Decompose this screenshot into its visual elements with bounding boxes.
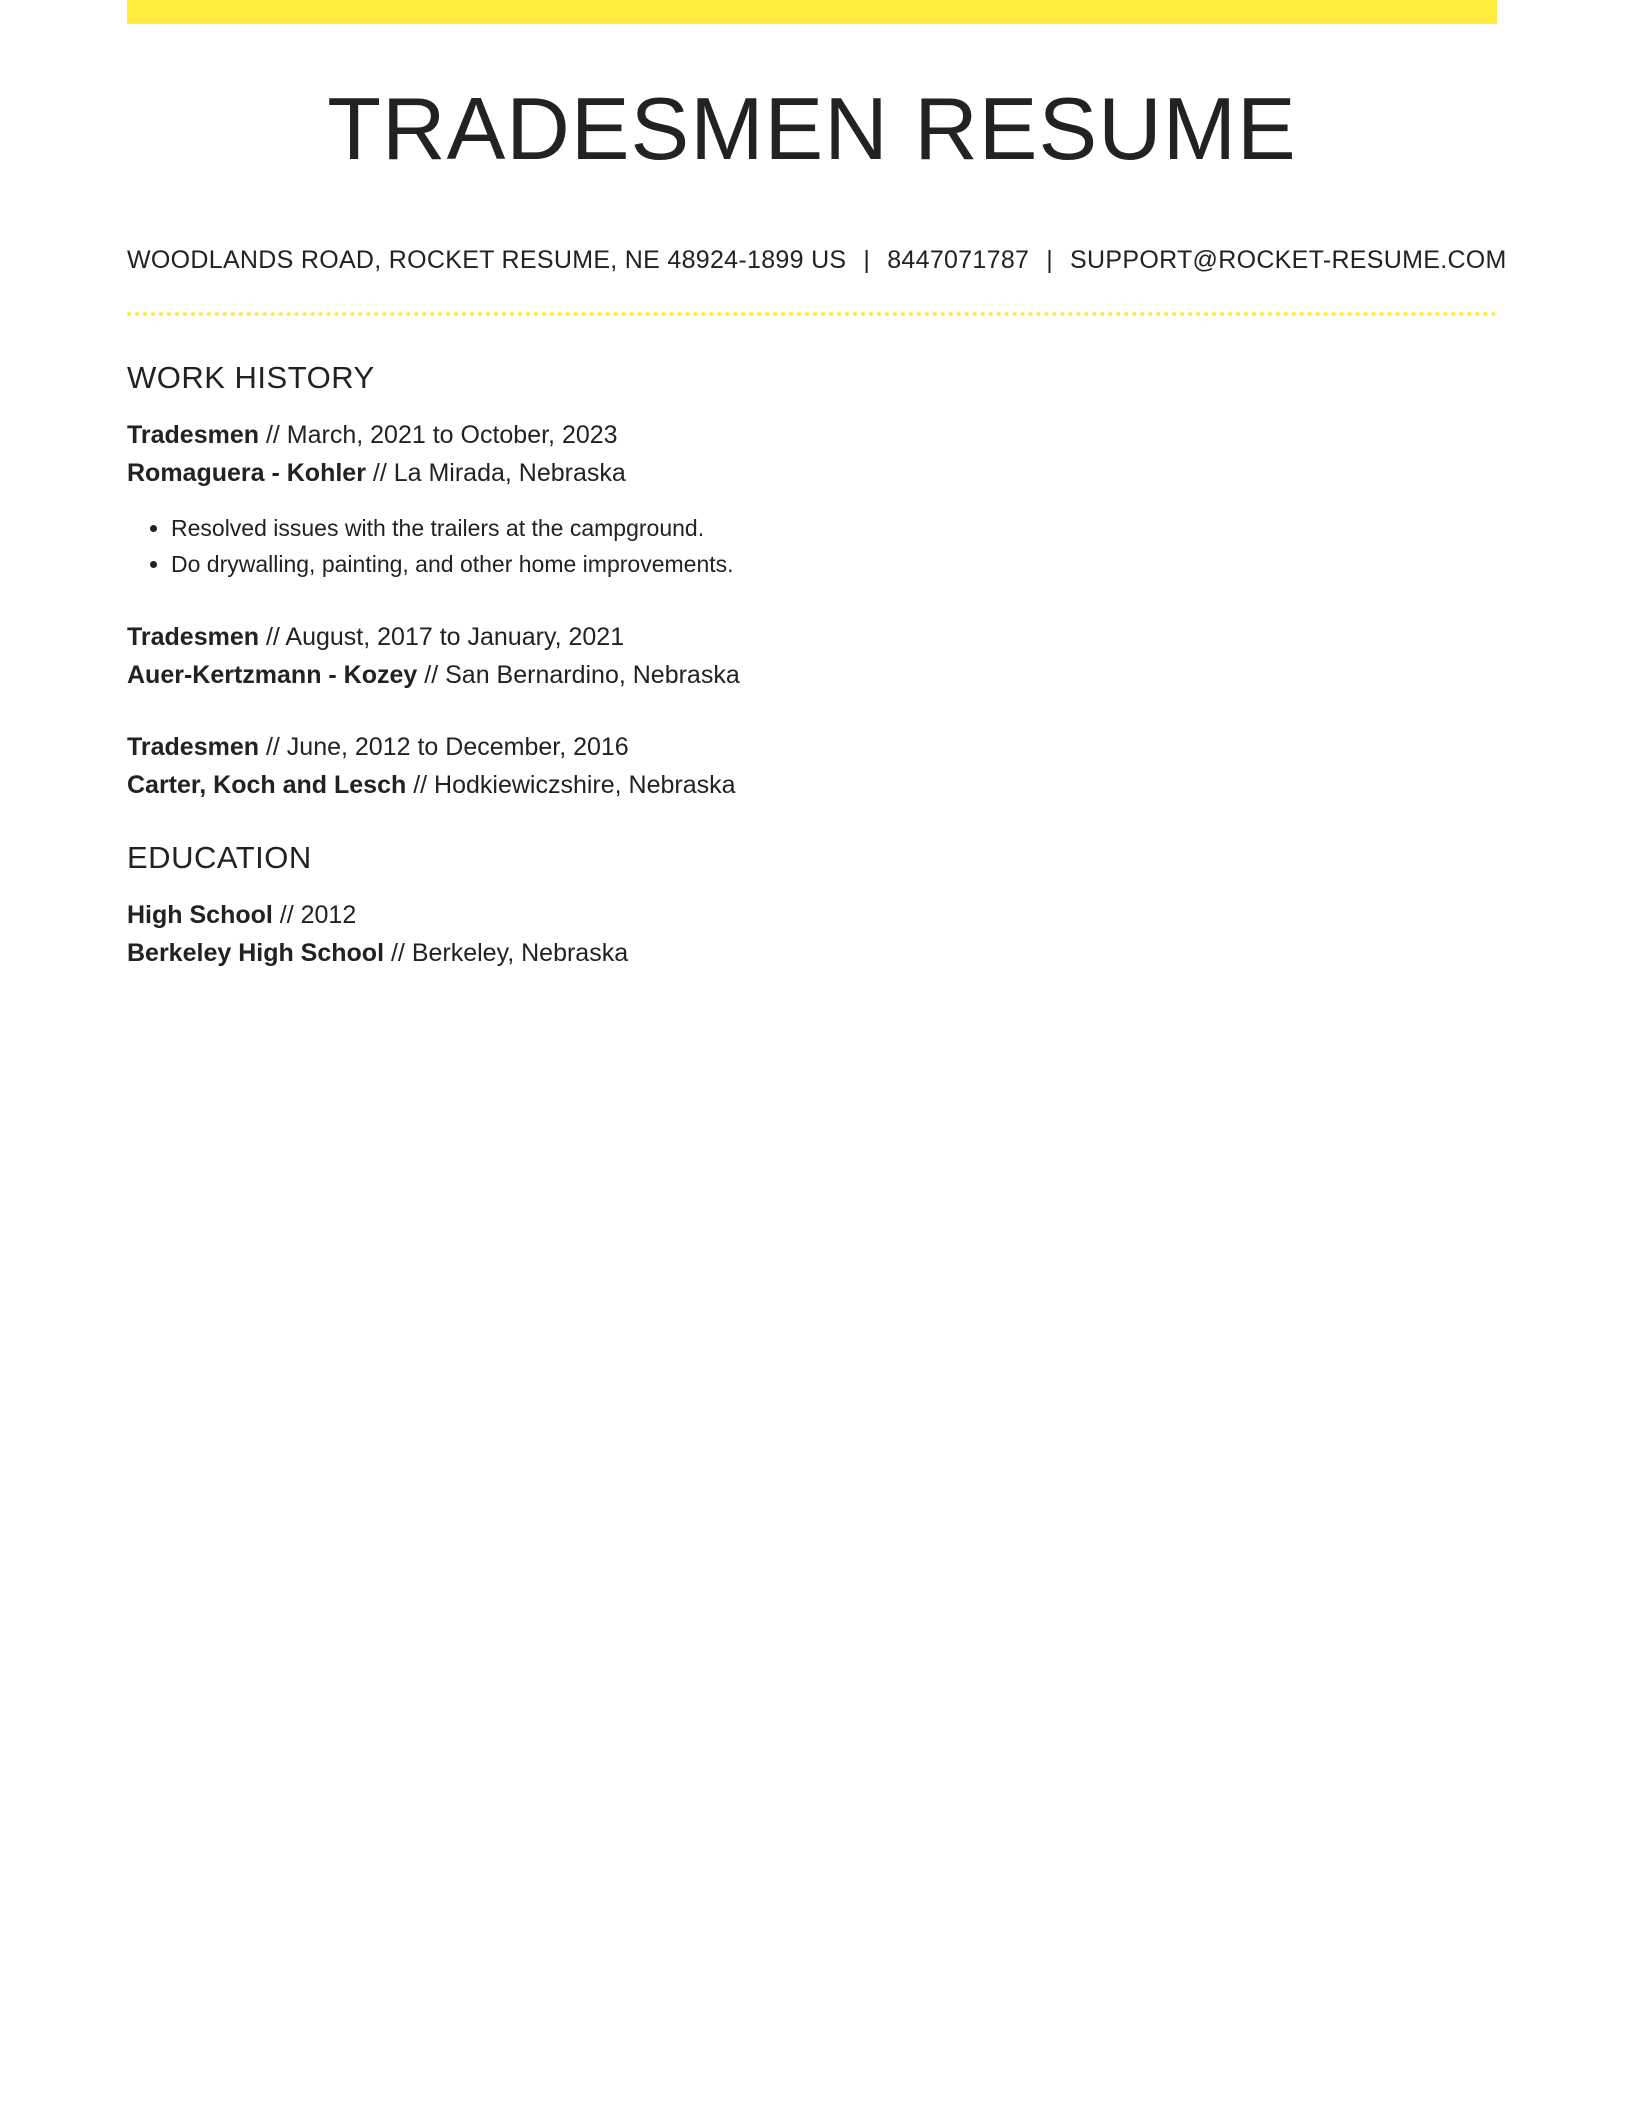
education-entry [127,896,1497,972]
education-degree: High School [127,901,273,930]
job-title-line [127,416,1497,454]
job-employer: Romaguera - Kohler [127,459,366,488]
job-employer: Auer-Kertzmann - Kozey [127,661,418,690]
contact-phone: 8447071787 [887,246,1030,275]
job-title: Tradesmen [127,733,260,762]
education-degree-line [127,896,1497,934]
education-school-line [127,934,1497,972]
job-dates: // August, 2017 to January, 2021 [259,623,625,652]
job-entry [127,416,1497,492]
job-title: Tradesmen [127,623,260,652]
contact-email: SUPPORT@ROCKET-RESUME.COM [1070,246,1507,275]
contact-address: WOODLANDS ROAD, ROCKET RESUME, NE 48924-1899 US [127,246,847,275]
job-employer-line [127,454,1497,492]
education-school: Berkeley High School [127,939,385,968]
contact-separator: | [1046,246,1054,275]
job-location: // San Bernardino, Nebraska [417,661,740,690]
job-dates: // June, 2012 to December, 2016 [259,733,629,762]
job-bullet: • Do drywalling, painting, and other home improvements. [171,546,1497,582]
job-location: // La Mirada, Nebraska [365,459,626,488]
education-location: // Berkeley, Nebraska [384,939,629,968]
job-title: Tradesmen [127,421,260,450]
job-employer-line [127,766,1497,804]
education-year: // 2012 [272,901,357,930]
job-entry [127,618,1497,694]
education-heading: EDUCATION [127,840,312,876]
job-employer-line [127,656,1497,694]
job-title-line [127,618,1497,656]
contact-separator: | [863,246,871,275]
job-entry [127,728,1497,804]
top-accent-bar [127,0,1497,24]
job-dates: // March, 2021 to October, 2023 [259,421,618,450]
job-title-line [127,728,1497,766]
resume-page [127,0,1507,972]
work-history-heading: WORK HISTORY [127,360,375,396]
dotted-divider [127,312,1497,316]
job-location: // Hodkiewiczshire, Nebraska [406,771,736,800]
job-employer: Carter, Koch and Lesch [127,771,407,800]
job-bullets [127,510,1497,582]
job-bullet: • Resolved issues with the trailers at the campground. [171,510,1497,546]
resume-title: TRADESMEN RESUME [327,79,1297,178]
contact-line [127,245,1507,275]
